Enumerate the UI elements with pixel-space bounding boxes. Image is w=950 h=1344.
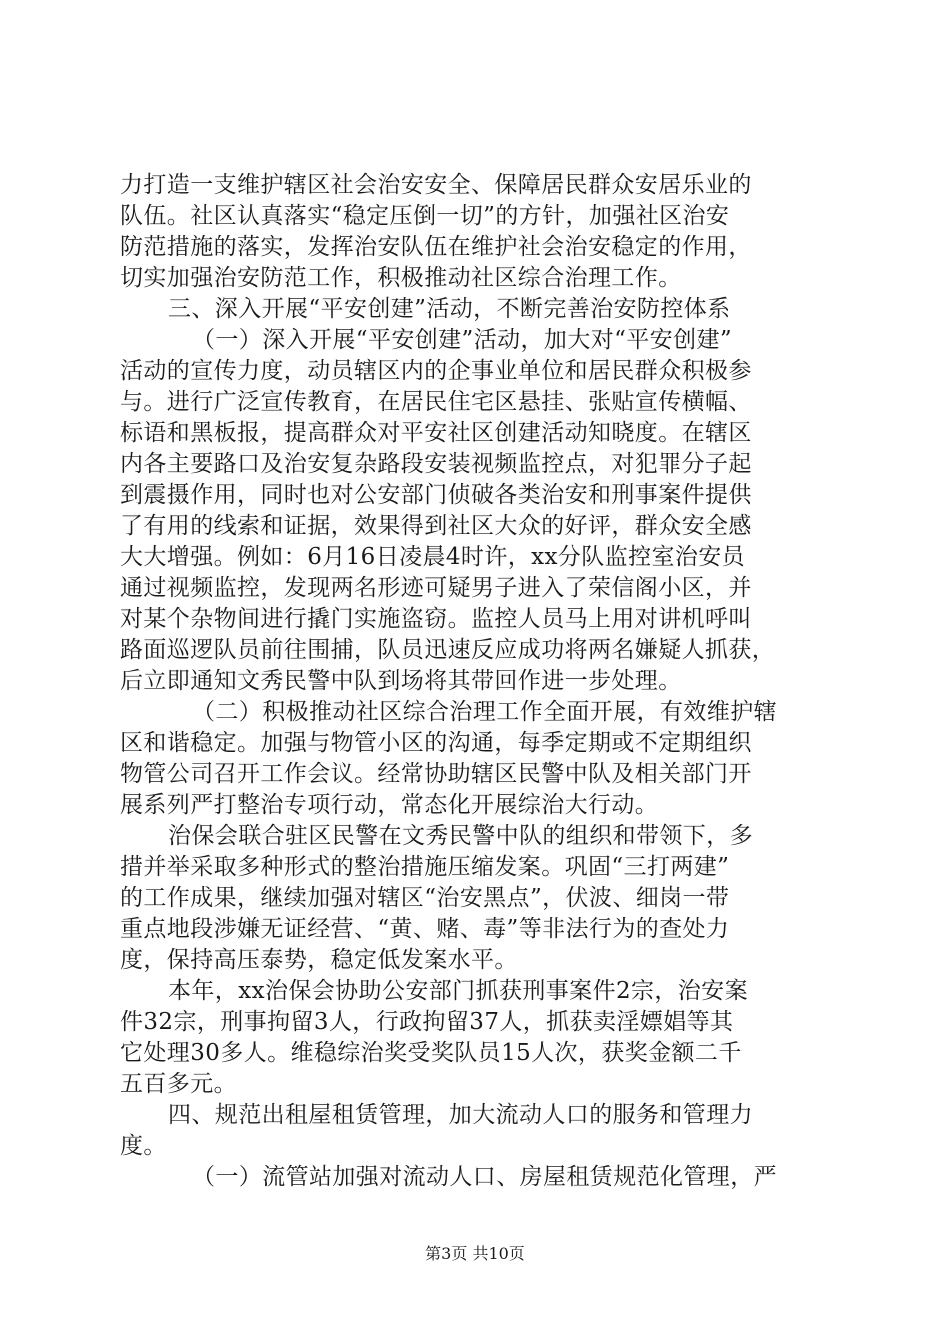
text-line: 度，保持高压泰势，稳定低发案水平。 bbox=[120, 947, 518, 973]
text-line: 路面巡逻队员前往围捕，队员迅速反应成功将两名嫌疑人抓获， bbox=[120, 637, 776, 663]
text-line: 区和谐稳定。加强与物管小区的沟通，每季定期或不定期组织 bbox=[120, 730, 752, 756]
text-line: 活动的宣传力度，动员辖区内的企事业单位和居民群众积极参 bbox=[120, 358, 752, 384]
text-line: 五百多元。 bbox=[120, 1071, 237, 1097]
section-heading: 四、规范出租屋租赁管理，加大流动人口的服务和管理力 bbox=[168, 1102, 753, 1128]
text-line: 重点地段涉嫌无证经营、“黄、赌、毒”等非法行为的查处力 bbox=[120, 916, 730, 942]
paragraph-start: 本年，xx治保会协助公安部门抓获刑事案件2宗，治安案 bbox=[168, 978, 748, 1004]
document-body bbox=[120, 170, 840, 1193]
text-line: 对某个杂物间进行撬门实施盗窃。监控人员马上用对讲机呼叫 bbox=[120, 606, 752, 632]
subsection-heading: （一）深入开展“平安创建”活动，加大对“平安创建” bbox=[192, 327, 733, 353]
subsection-heading: （一）流管站加强对流动人口、房屋租赁规范化管理，严 bbox=[192, 1164, 777, 1190]
text-line: 大大增强。例如：6月16日凌晨4时许，xx分队监控室治安员 bbox=[120, 544, 746, 570]
text-line: 措并举采取多种形式的整治措施压缩发案。巩固“三打两建” bbox=[120, 854, 730, 880]
subsection-heading: （二）积极推动社区综合治理工作全面开展，有效维护辖 bbox=[192, 699, 777, 725]
text-line: 后立即通知文秀民警中队到场将其带回作进一步处理。 bbox=[120, 668, 682, 694]
text-line: 通过视频监控，发现两名形迹可疑男子进入了荣信阁小区，并 bbox=[120, 575, 752, 601]
text-line: 队伍。社区认真落实“稳定压倒一切”的方针，加强社区治安 bbox=[120, 203, 730, 229]
text-line: 标语和黑板报，提高群众对平安社区创建活动知晓度。在辖区 bbox=[120, 420, 752, 446]
text-line: 物管公司召开工作会议。经常协助辖区民警中队及相关部门开 bbox=[120, 761, 752, 787]
text-line: 了有用的线索和证据，效果得到社区大众的好评，群众安全感 bbox=[120, 513, 752, 539]
text-line: 切实加强治安防范工作，积极推动社区综合治理工作。 bbox=[120, 265, 682, 291]
text-line: 防范措施的落实，发挥治安队伍在维护社会治安稳定的作用， bbox=[120, 234, 752, 260]
text-line: 的工作成果，继续加强对辖区“治安黑点”，伏波、细岗一带 bbox=[120, 885, 730, 911]
section-heading: 三、深入开展“平安创建”活动，不断完善治安防控体系 bbox=[168, 296, 731, 322]
text-line: 它处理30多人。维稳综治奖受奖队员15人次，获奖金额二千 bbox=[120, 1040, 742, 1066]
paragraph-start: 治保会联合驻区民警在文秀民警中队的组织和带领下，多 bbox=[168, 823, 753, 849]
text-line: 内各主要路口及治安复杂路段安装视频监控点，对犯罪分子起 bbox=[120, 451, 752, 477]
text-line: 力打造一支维护辖区社会治安安全、保障居民群众安居乐业的 bbox=[120, 172, 752, 198]
page-number-footer: 第3页 共10页 bbox=[425, 1244, 525, 1263]
text-line: 与。进行广泛宣传教育，在居民住宅区悬挂、张贴宣传横幅、 bbox=[120, 389, 752, 415]
text-line: 度。 bbox=[120, 1133, 167, 1159]
text-line: 件32宗，刑事拘留3人，行政拘留37人，抓获卖淫嫖娼等其 bbox=[120, 1009, 734, 1035]
text-line: 展系列严打整治专项行动，常态化开展综治大行动。 bbox=[120, 792, 659, 818]
text-line: 到震摄作用，同时也对公安部门侦破各类治安和刑事案件提供 bbox=[120, 482, 752, 508]
